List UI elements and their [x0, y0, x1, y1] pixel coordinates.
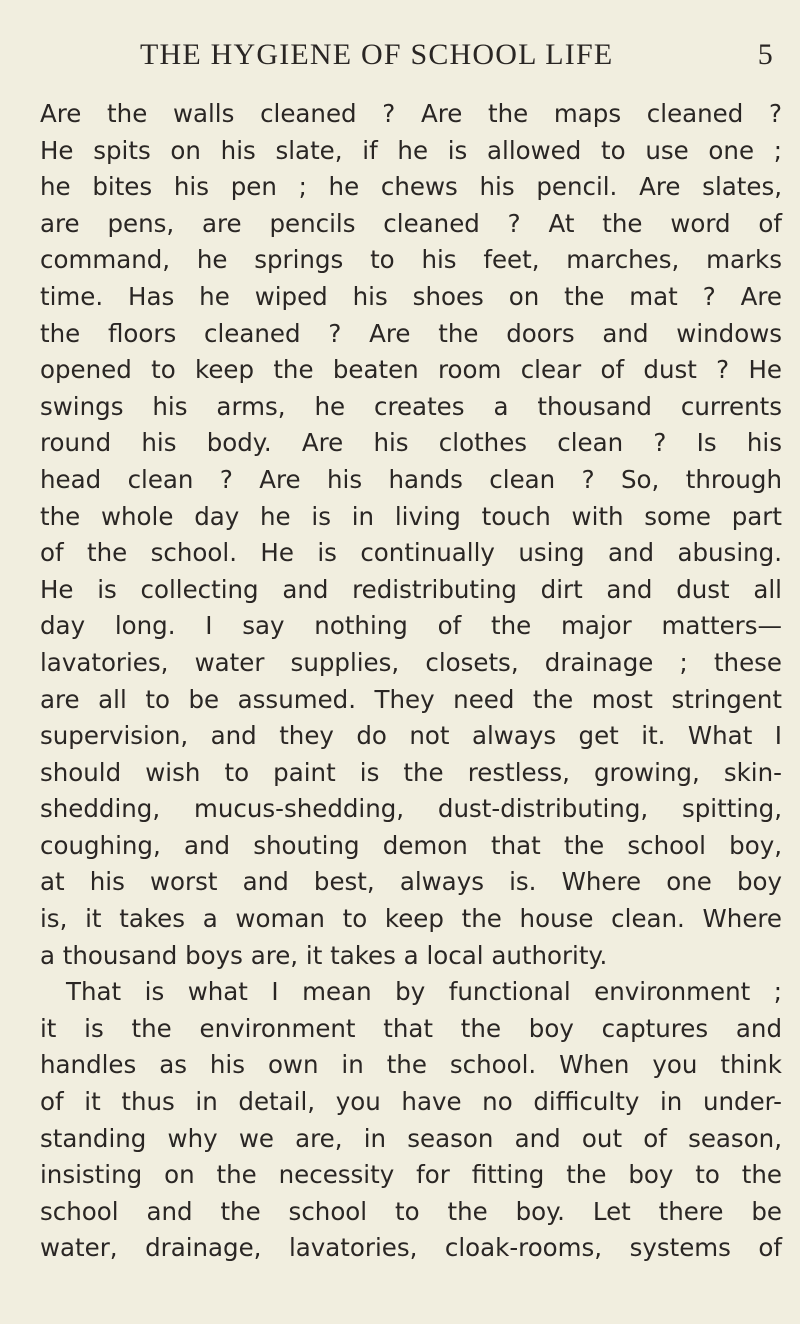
text-line: school and the school to the boy. Let there be	[40, 1196, 782, 1226]
paragraph-start-line: That is what I mean by functional environment ;	[66, 977, 782, 1007]
page-number: 5	[757, 38, 774, 71]
text-line: standing why we are, in season and out of season,	[40, 1123, 782, 1153]
text-line: He spits on his slate, if he is allowed to use one ;	[40, 135, 782, 165]
text-line: the floors cleaned ? Are the doors and windows	[40, 318, 782, 348]
text-line: water, drainage, lavatories, cloak-rooms, systems of	[40, 1233, 782, 1263]
text-line: He is collecting and redistributing dirt and dust all	[40, 574, 782, 604]
text-line: of it thus in detail, you have no difficulty in under-	[40, 1087, 782, 1117]
text-line: insisting on the necessity for fitting the boy to the	[40, 1160, 782, 1190]
text-line: round his body. Are his clothes clean ? Is his	[40, 428, 782, 458]
text-line: handles as his own in the school. When you think	[40, 1050, 782, 1080]
text-line: time. Has he wiped his shoes on the mat ? Are	[40, 281, 782, 311]
text-line: supervision, and they do not always get it. What I	[40, 721, 782, 751]
text-line: day long. I say nothing of the major matters—	[40, 611, 782, 641]
text-line: is, it takes a woman to keep the house clean. Where	[40, 904, 782, 934]
text-line: of the school. He is continually using and abusing.	[40, 538, 782, 568]
text-line: coughing, and shouting demon that the school boy,	[40, 830, 782, 860]
text-line: he bites his pen ; he chews his pencil. Are slates,	[40, 172, 782, 202]
text-line: swings his arms, he creates a thousand currents	[40, 391, 782, 421]
text-line: a thousand boys are, it takes a local authority.	[40, 940, 608, 970]
text-line: shedding, mucus-shedding, dust-distributing, spitting,	[40, 794, 782, 824]
book-page	[40, 38, 782, 1267]
running-head: THE HYGIENE OF SCHOOL LIFE	[140, 38, 614, 71]
text-line: Are the walls cleaned ? Are the maps cleaned ?	[40, 99, 782, 128]
text-line: are pens, are pencils cleaned ? At the word of	[40, 208, 782, 238]
text-line: command, he springs to his feet, marches, marks	[40, 245, 782, 275]
text-line: should wish to paint is the restless, growing, skin-	[40, 757, 782, 787]
text-line: are all to be assumed. They need the most stringent	[40, 684, 782, 714]
text-line: head clean ? Are his hands clean ? So, through	[40, 464, 782, 494]
text-line: the whole day he is in living touch with some part	[40, 501, 782, 531]
body-text	[40, 96, 782, 1267]
text-line: it is the environment that the boy captures and	[40, 1013, 782, 1043]
text-line: at his worst and best, always is. Where one boy	[40, 867, 782, 897]
text-line: opened to keep the beaten room clear of dust ? He	[40, 355, 782, 385]
page-header	[40, 38, 782, 82]
text-line: lavatories, water supplies, closets, drainage ; these	[40, 647, 782, 677]
